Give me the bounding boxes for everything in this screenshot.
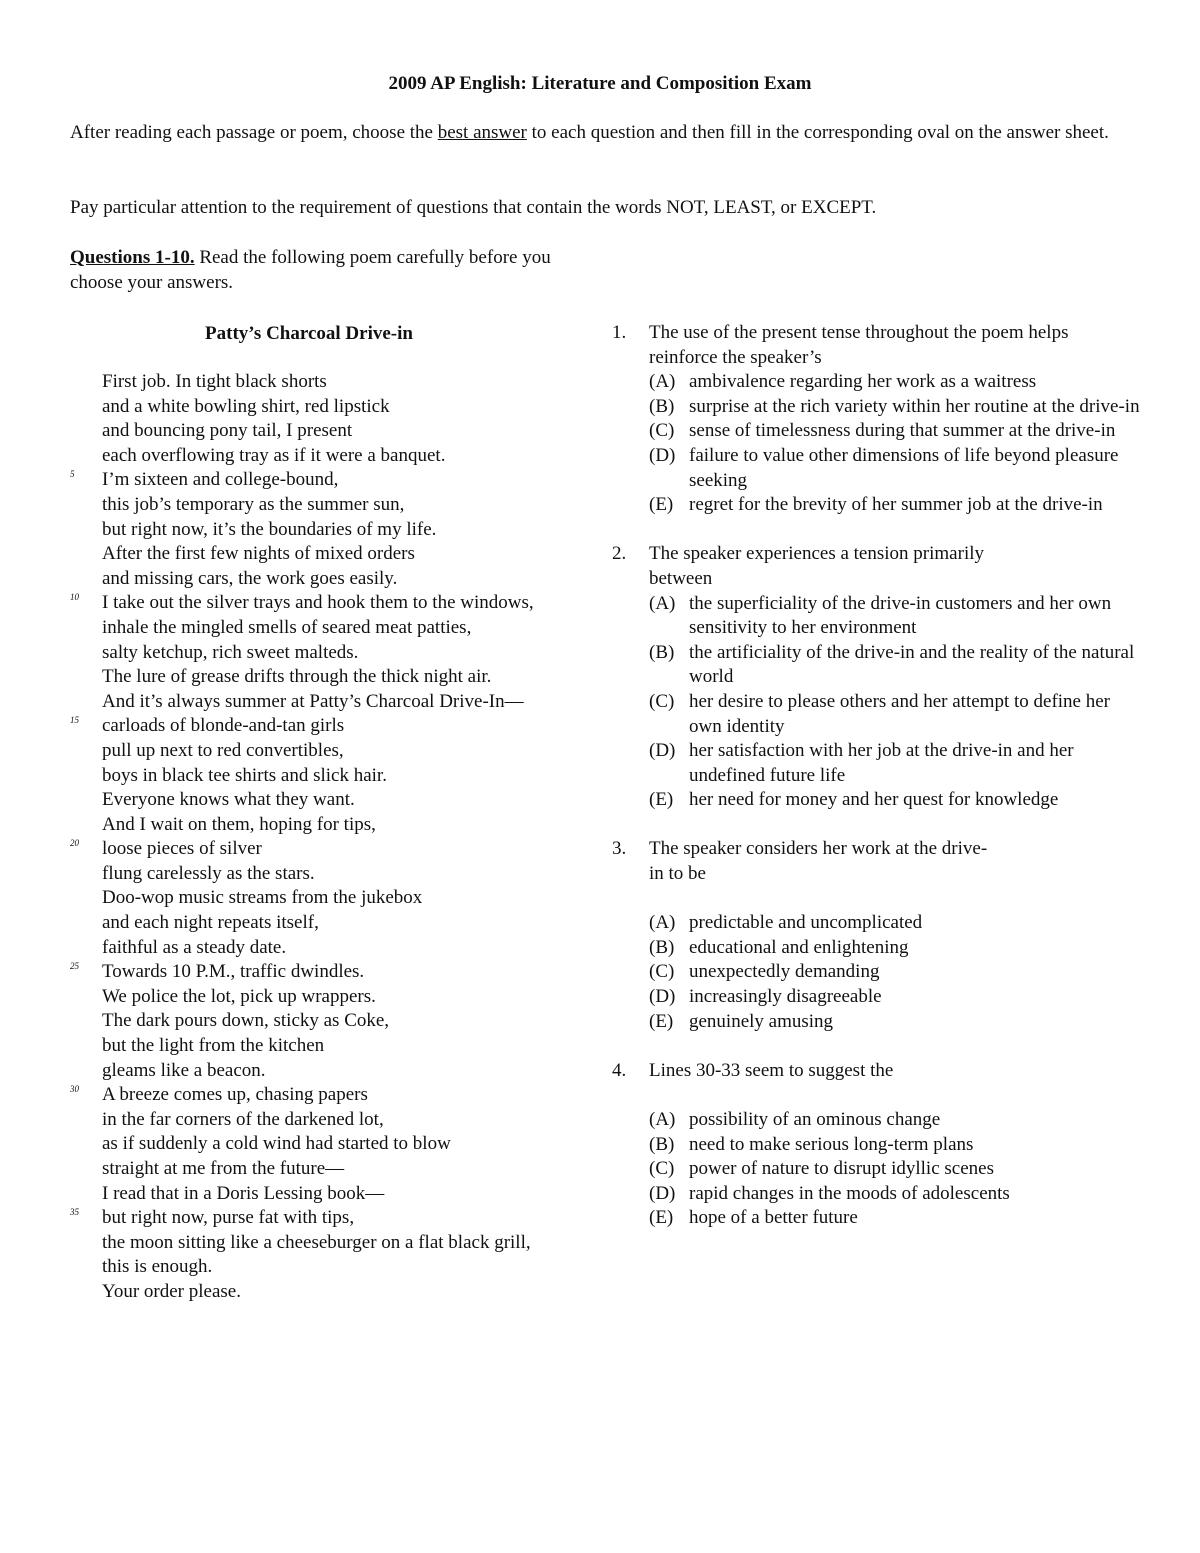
question-1: [612, 321, 1142, 518]
instructions-emphasis: best answer: [437, 122, 527, 143]
answer-options: [649, 592, 1142, 813]
poem-line: [102, 788, 534, 813]
poem-line-text: And I wait on them, hoping for tips,: [102, 813, 376, 835]
line-number: 15: [70, 715, 79, 726]
poem-line: [102, 1132, 534, 1157]
poem-line: [102, 1009, 534, 1034]
line-number: 30: [70, 1084, 79, 1095]
poem-line-text: and a white bowling shirt, red lipstick: [102, 395, 390, 417]
option-letter: (D): [649, 986, 676, 1008]
question-list: [612, 321, 1142, 1256]
poem-line: [70, 960, 534, 985]
option-text: power of nature to disrupt idyllic scenes: [689, 1158, 994, 1180]
poem-line-text: straight at me from the future—: [102, 1158, 345, 1179]
answer-option: [649, 419, 1142, 444]
option-letter: (C): [649, 690, 675, 712]
answer-options: [649, 1108, 1142, 1231]
poem-line-text: Doo-wop music streams from the jukebox: [102, 887, 423, 909]
option-text: surprise at the rich variety within her routine at the drive-in: [689, 395, 1140, 417]
answer-option: [649, 911, 1142, 936]
poem-line: [102, 370, 534, 395]
answer-option: [649, 444, 1142, 493]
poem-line: [102, 764, 534, 789]
poem-line-text: salty ketchup, rich sweet malteds.: [102, 641, 359, 663]
poem-line-text: Towards 10 P.M., traffic dwindles.: [102, 961, 365, 983]
question-number: 3.: [612, 838, 627, 860]
answer-option: [649, 1182, 1142, 1207]
question-stem: The speaker experiences a tension primarily between: [649, 543, 984, 589]
instructions-text-1: After reading each passage or poem, choose the: [70, 122, 438, 143]
poem-line: [70, 1083, 534, 1108]
line-number: 35: [70, 1207, 79, 1218]
poem-line: [102, 444, 534, 469]
poem-line: [102, 1280, 534, 1305]
poem-title: Patty’s Charcoal Drive-in: [205, 323, 413, 344]
poem-line: [102, 1034, 534, 1059]
option-letter: (B): [649, 641, 675, 663]
poem-line: [102, 1157, 534, 1182]
question-2: [612, 542, 1142, 813]
answer-option: [649, 1133, 1142, 1158]
option-text: rapid changes in the moods of adolescents: [689, 1182, 1010, 1204]
poem-line: [102, 911, 534, 936]
answer-options: [649, 370, 1142, 518]
answer-option: [649, 985, 1142, 1010]
instructions: [70, 120, 1140, 145]
answer-option: [649, 690, 1142, 739]
poem-line: [70, 1206, 534, 1231]
line-number: 20: [70, 838, 79, 849]
poem-line-text: and missing cars, the work goes easily.: [102, 567, 398, 589]
option-text: need to make serious long-term plans: [689, 1133, 974, 1155]
poem-line-text: but the light from the kitchen: [102, 1035, 325, 1057]
poem-line-text: faithful as a steady date.: [102, 936, 287, 958]
question-4: [612, 1059, 1142, 1231]
answer-option: [649, 1010, 1142, 1035]
line-number: 5: [70, 469, 75, 480]
poem-line: [102, 862, 534, 887]
poem-line-text: in the far corners of the darkened lot,: [102, 1108, 384, 1130]
answer-option: [649, 592, 1142, 641]
poem-line-text: and each night repeats itself,: [102, 912, 319, 934]
question-header: [70, 245, 590, 295]
option-letter: (A): [649, 1109, 676, 1130]
option-text: her need for money and her quest for knowledge: [689, 789, 1059, 811]
answer-option: [649, 936, 1142, 961]
option-letter: (C): [649, 1158, 675, 1180]
poem-line: [70, 468, 534, 493]
option-letter: (B): [649, 936, 675, 958]
option-text: the superficiality of the drive-in customers and her own sensitivity to her environment: [689, 592, 1112, 639]
option-text: sense of timelessness during that summer at the drive-in: [689, 420, 1116, 442]
poem-line: [70, 837, 534, 862]
answer-option: [649, 370, 1142, 395]
poem-line-text: A breeze comes up, chasing papers: [102, 1084, 368, 1106]
question-stem: Lines 30-33 seem to suggest the: [649, 1059, 894, 1081]
answer-option: [649, 395, 1142, 420]
poem-line-text: flung carelessly as the stars.: [102, 862, 315, 884]
poem-line-text: We police the lot, pick up wrappers.: [102, 985, 376, 1007]
poem-line-text: and bouncing pony tail, I present: [102, 420, 353, 442]
poem-line: [102, 567, 534, 592]
answer-option: [649, 493, 1142, 518]
option-letter: (E): [649, 789, 674, 811]
answer-option: [649, 960, 1142, 985]
poem-line-text: as if suddenly a cold wind had started to blow: [102, 1133, 451, 1155]
question-3: [612, 837, 1142, 1034]
option-letter: (E): [649, 1010, 674, 1032]
answer-option: [649, 1157, 1142, 1182]
option-letter: (D): [649, 444, 676, 466]
option-letter: (E): [649, 1207, 674, 1229]
option-text: her satisfaction with her job at the drive-in and her undefined future life: [689, 740, 1074, 786]
option-text: the artificiality of the drive-in and the reality of the natural world: [689, 641, 1135, 688]
answer-option: [649, 1206, 1142, 1231]
poem-line: [70, 714, 534, 739]
poem-line: [102, 419, 534, 444]
line-number: 10: [70, 592, 79, 603]
poem-line-text: First job. In tight black shorts: [102, 371, 327, 392]
poem-line-text: carloads of blonde-and-tan girls: [102, 715, 345, 737]
poem-lines: [70, 370, 534, 1305]
option-text: educational and enlightening: [689, 936, 909, 958]
poem-line-text: but right now, it’s the boundaries of my life.: [102, 518, 437, 540]
answer-option: [649, 1108, 1142, 1133]
option-text: her desire to please others and her attempt to define her own identity: [689, 690, 1110, 737]
poem-line-text: The dark pours down, sticky as Coke,: [102, 1010, 390, 1032]
question-header-label: Questions 1-10.: [70, 247, 195, 268]
poem-line-text: Everyone knows what they want.: [102, 789, 355, 811]
poem-line: [102, 985, 534, 1010]
answer-option: [649, 788, 1142, 813]
poem-line: [102, 739, 534, 764]
poem-line-text: I’m sixteen and college-bound,: [102, 469, 339, 491]
option-text: failure to value other dimensions of life beyond pleasure seeking: [689, 444, 1119, 491]
poem-line: [102, 813, 534, 838]
poem-line-text: inhale the mingled smells of seared meat patties,: [102, 616, 472, 638]
answer-option: [649, 739, 1142, 788]
option-letter: (A): [649, 592, 676, 614]
poem-line-text: each overflowing tray as if it were a banquet.: [102, 444, 446, 466]
poem-line: [70, 591, 534, 616]
poem-line: [102, 641, 534, 666]
poem-line-text: pull up next to red convertibles,: [102, 739, 344, 761]
question-stem: The use of the present tense throughout the poem helps reinforce the speaker’s: [649, 322, 1069, 368]
option-letter: (A): [649, 912, 676, 934]
poem-line-text: I read that in a Doris Lessing book—: [102, 1182, 385, 1204]
poem-line: [102, 1255, 534, 1280]
instructions-note: Pay particular attention to the requirement of questions that contain the words NOT, LEAST, or EXCEPT.: [70, 197, 877, 218]
option-letter: (D): [649, 1182, 676, 1204]
option-letter: (C): [649, 961, 675, 983]
question-number: 1.: [612, 322, 627, 343]
poem-line: [102, 1182, 534, 1207]
poem-line: [102, 518, 534, 543]
option-letter: (D): [649, 740, 676, 762]
poem-line: [102, 542, 534, 567]
question-header-text: Read the following poem carefully before you choose your answers.: [70, 247, 551, 293]
question-number: 2.: [612, 543, 627, 565]
poem-line-text: Your order please.: [102, 1280, 241, 1302]
poem-line: [102, 1059, 534, 1084]
option-text: predictable and uncomplicated: [689, 912, 923, 934]
option-text: regret for the brevity of her summer job at the drive-in: [689, 494, 1103, 516]
poem-line-text: And it’s always summer at Patty’s Charcoal Drive-In—: [102, 690, 524, 712]
poem-line: [102, 665, 534, 690]
poem-line: [102, 616, 534, 641]
poem-line: [102, 1231, 534, 1256]
poem-line: [102, 1108, 534, 1133]
poem-line: [102, 886, 534, 911]
question-number: 4.: [612, 1059, 627, 1081]
poem-line-text: this is enough.: [102, 1256, 213, 1278]
poem-line-text: After the first few nights of mixed orders: [102, 543, 415, 565]
poem-line-text: the moon sitting like a cheeseburger on a flat black grill,: [102, 1231, 531, 1253]
option-text: unexpectedly demanding: [689, 961, 880, 983]
option-text: increasingly disagreeable: [689, 986, 882, 1008]
option-letter: (A): [649, 371, 676, 393]
poem-line-text: this job’s temporary as the summer sun,: [102, 493, 405, 515]
option-letter: (C): [649, 420, 675, 442]
poem-line-text: I take out the silver trays and hook them to the windows,: [102, 592, 534, 614]
instructions-text-2: to each question and then fill in the corresponding oval on the answer sheet.: [526, 122, 1109, 143]
option-text: genuinely amusing: [689, 1010, 834, 1032]
poem-line-text: but right now, purse fat with tips,: [102, 1207, 355, 1229]
poem-line: [102, 493, 534, 518]
option-text: ambivalence regarding her work as a waitress: [689, 371, 1037, 393]
answer-options: [649, 911, 1142, 1034]
poem-line-text: gleams like a beacon.: [102, 1059, 266, 1081]
exam-title: 2009 AP English: Literature and Composition Exam: [388, 73, 812, 94]
option-text: hope of a better future: [689, 1207, 858, 1229]
poem-line-text: boys in black tee shirts and slick hair.: [102, 764, 387, 786]
option-text: possibility of an ominous change: [689, 1109, 941, 1130]
option-letter: (B): [649, 1133, 675, 1155]
line-number: 25: [70, 961, 79, 972]
question-stem: The speaker considers her work at the drive-in to be: [649, 838, 988, 885]
poem-line: [102, 395, 534, 420]
answer-option: [649, 641, 1142, 690]
option-letter: (B): [649, 395, 675, 417]
poem-line: [102, 690, 534, 715]
option-letter: (E): [649, 494, 674, 516]
poem-line-text: loose pieces of silver: [102, 838, 262, 860]
poem-line-text: The lure of grease drifts through the thick night air.: [102, 666, 492, 688]
poem-line: [102, 936, 534, 961]
